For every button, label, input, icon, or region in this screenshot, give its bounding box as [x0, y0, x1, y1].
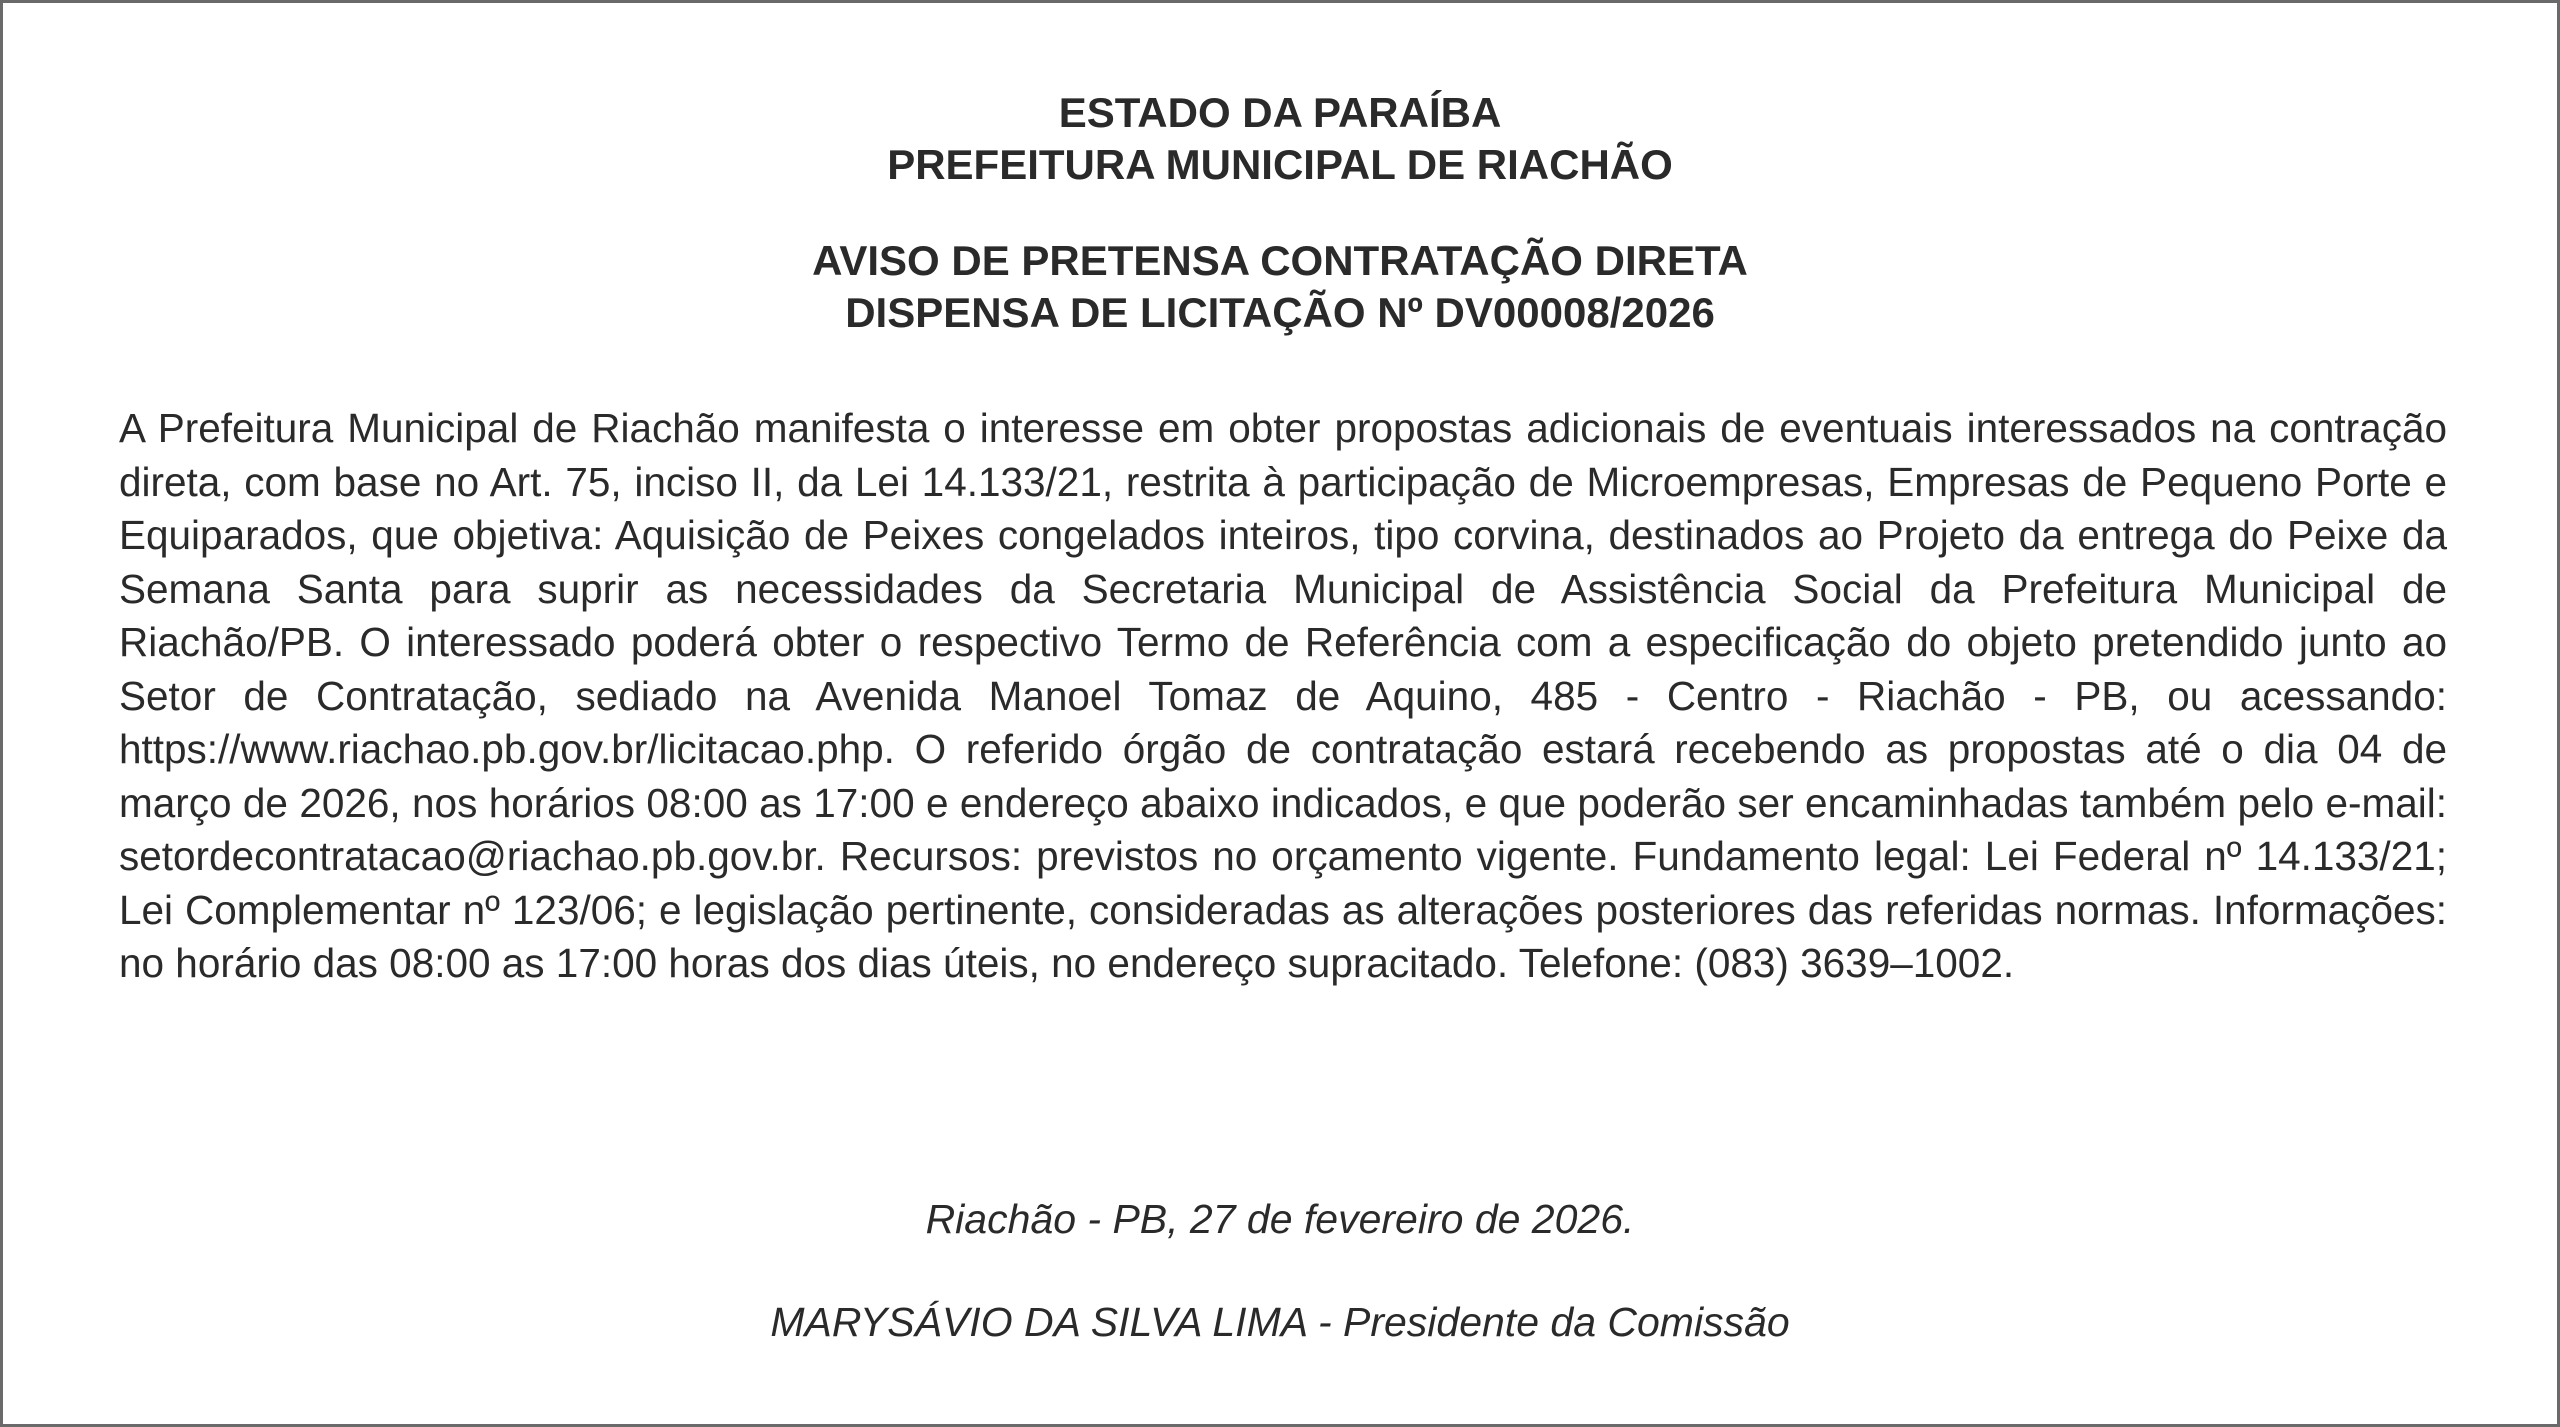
- municipality-heading: PREFEITURA MUNICIPAL DE RIACHÃO: [887, 141, 1673, 188]
- notice-body-paragraph: A Prefeitura Municipal de Riachão manifesta o interesse em obter propostas adicionais de eventuais interessados na contração direta, com base no Art. 75, inciso II, da Lei 14.133/21, restrita à participação de Microempresas, Empresas de Pequeno Porte e Equiparados, que objetiva: Aquisição de Peixes congelados inteiros, tipo corvina, destinados ao Projeto da entrega do Peixe da Semana Santa para suprir as necessidades da Secretaria Municipal de Assistência Social da Prefeitura Municipal de Riachão/PB. O interessado poderá obter o respectivo Termo de Referência com a especificação do objeto pretendido junto ao Setor de Contratação, sediado na Avenida Manoel Tomaz de Aquino, 485 - Centro - Riachão - PB, ou acessando: https://www.riachao.pb.gov.br/licitacao.php. O referido órgão de contratação estará recebendo as propostas até o dia 04 de março de 2026, nos horários 08:00 as 17:00 e endereço abaixo indicados, e que poderão ser encaminhadas também pelo e-mail: setordecontratacao@riachao.pb.gov.br. Recursos: previstos no orçamento vigente. Fundamento legal: Lei Federal nº 14.133/21; Lei Complementar nº 123/06; e legislação pertinente, consideradas as alterações posteriores das referidas normas. Informações: no horário das 08:00 as 17:00 horas dos dias úteis, no endereço supracitado. Telefone: (083) 3639–1002.: [119, 405, 2447, 986]
- notice-header: [3, 87, 2557, 339]
- notice-title: AVISO DE PRETENSA CONTRATAÇÃO DIRETA: [812, 237, 1748, 284]
- header-spacer: [3, 191, 2557, 235]
- state-heading: ESTADO DA PARAÍBA: [1058, 89, 1502, 136]
- signature-line: MARYSÁVIO DA SILVA LIMA - Presidente da Comissão: [770, 1299, 1790, 1345]
- notice-number: DISPENSA DE LICITAÇÃO Nº DV00008/2026: [845, 289, 1715, 336]
- place-date: Riachão - PB, 27 de fevereiro de 2026.: [925, 1196, 1635, 1242]
